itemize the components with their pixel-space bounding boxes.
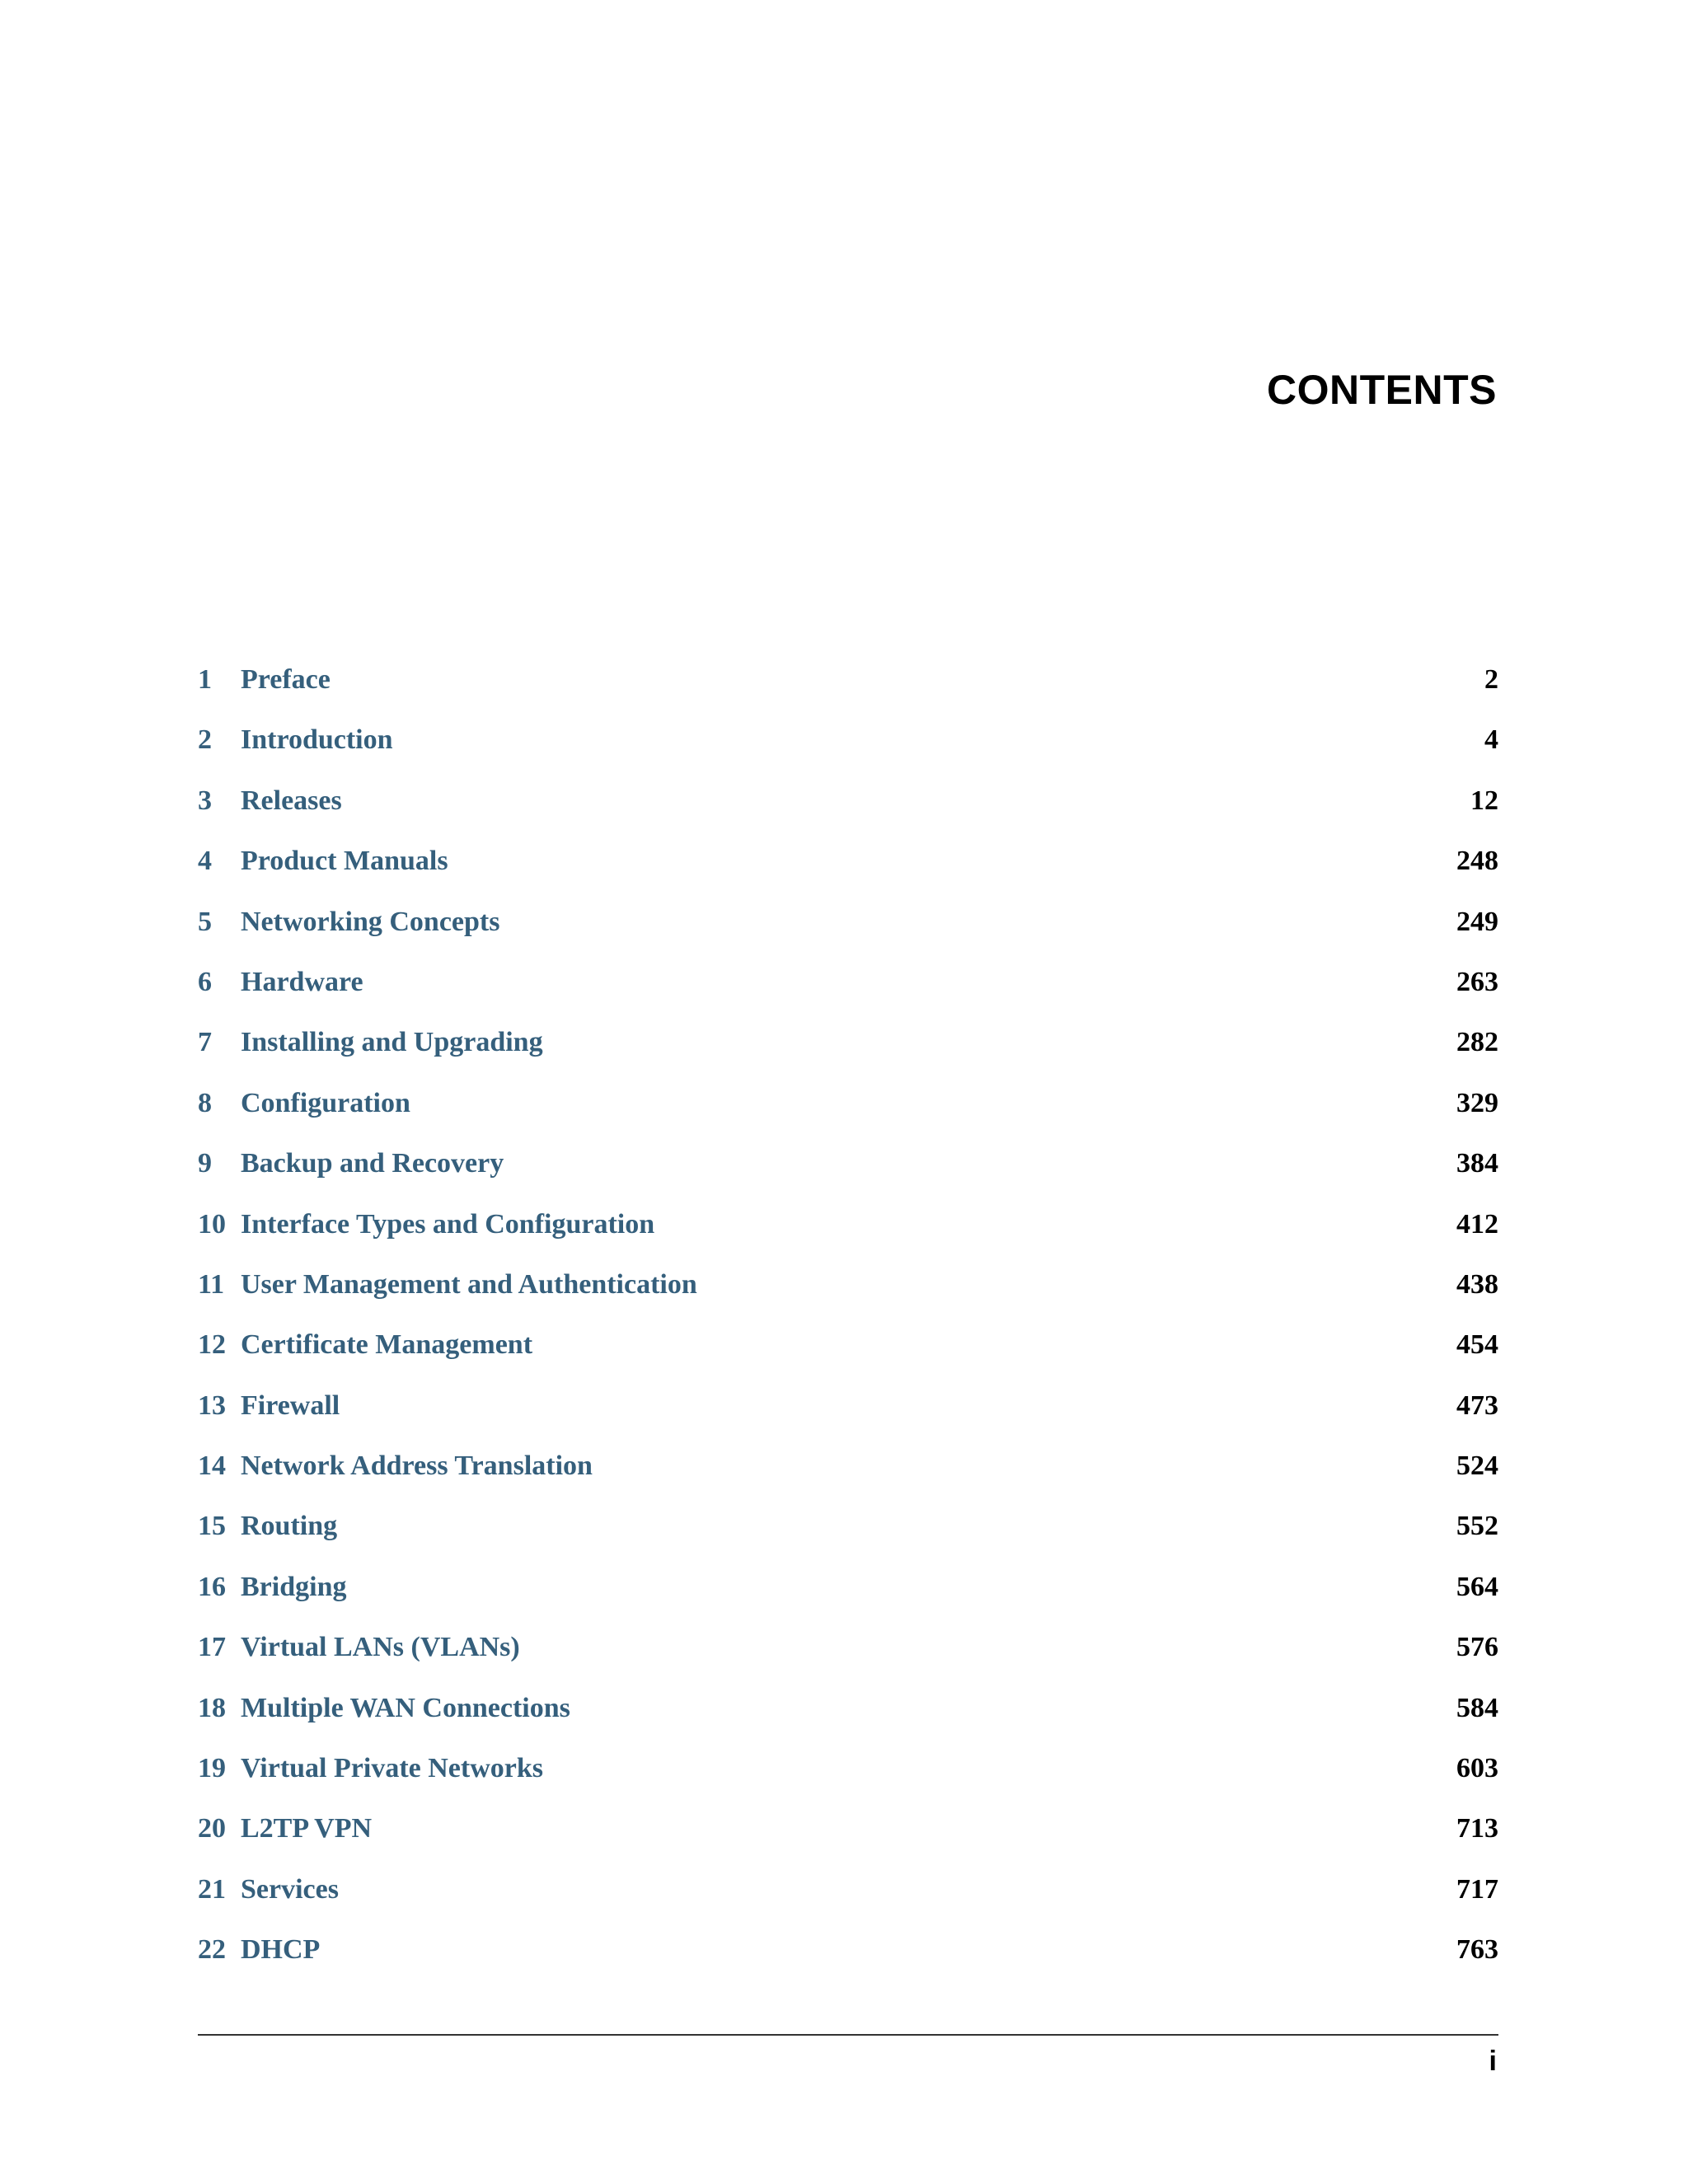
table-of-contents — [198, 666, 1498, 1997]
toc-entry-number: 11 — [198, 1268, 225, 1300]
footer-divider — [198, 2034, 1498, 2036]
toc-entry-page: 473 — [1456, 1390, 1498, 1421]
footer-page-number: i — [1489, 2046, 1497, 2077]
toc-entry-title: Virtual LANs (VLANs) — [241, 1632, 520, 1663]
toc-entry-page: 603 — [1456, 1753, 1498, 1784]
toc-entry-number: 17 — [198, 1632, 226, 1663]
toc-entry-number: 16 — [198, 1571, 226, 1602]
toc-entry-page: 12 — [1470, 785, 1498, 816]
toc-entry-title: Hardware — [241, 966, 363, 997]
toc-entry-page: 249 — [1456, 906, 1498, 937]
toc-entry-page: 717 — [1456, 1873, 1498, 1905]
toc-entry-certificate-management[interactable] — [198, 1331, 1498, 1391]
toc-entry-number: 1 — [198, 664, 212, 695]
toc-entry-title: Certificate Management — [241, 1329, 533, 1361]
toc-entry-product-manuals[interactable] — [198, 847, 1498, 907]
toc-entry-title: Preface — [241, 664, 331, 695]
toc-entry-nat[interactable] — [198, 1452, 1498, 1512]
toc-entry-page: 576 — [1456, 1632, 1498, 1663]
toc-entry-title: Routing — [241, 1511, 338, 1542]
toc-entry-number: 8 — [198, 1087, 212, 1118]
toc-entry-user-management[interactable] — [198, 1268, 1498, 1331]
toc-entry-hardware[interactable] — [198, 968, 1498, 1029]
toc-entry-page: 2 — [1484, 664, 1498, 695]
toc-entry-page: 763 — [1456, 1934, 1498, 1966]
toc-entry-number: 12 — [198, 1329, 226, 1361]
toc-entry-page: 282 — [1456, 1027, 1498, 1058]
toc-entry-number: 15 — [198, 1511, 226, 1542]
toc-entry-vpn[interactable] — [198, 1755, 1498, 1815]
toc-entry-backup-and-recovery[interactable] — [198, 1150, 1498, 1210]
toc-entry-number: 13 — [198, 1390, 226, 1421]
toc-entry-title: Interface Types and Configuration — [241, 1208, 655, 1240]
toc-entry-l2tp-vpn[interactable] — [198, 1815, 1498, 1875]
toc-entry-page: 412 — [1456, 1208, 1498, 1240]
toc-entry-services[interactable] — [198, 1873, 1498, 1936]
toc-entry-configuration[interactable] — [198, 1087, 1498, 1150]
toc-entry-title: Installing and Upgrading — [241, 1027, 543, 1058]
toc-entry-page: 454 — [1456, 1329, 1498, 1361]
toc-entry-title: Backup and Recovery — [241, 1148, 504, 1179]
toc-entry-firewall[interactable] — [198, 1392, 1498, 1452]
toc-entry-title: Multiple WAN Connections — [241, 1692, 570, 1723]
toc-entry-title: Configuration — [241, 1087, 410, 1118]
toc-entry-routing[interactable] — [198, 1512, 1498, 1572]
toc-entry-releases[interactable] — [198, 787, 1498, 847]
toc-entry-page: 4 — [1484, 724, 1498, 756]
toc-entry-number: 7 — [198, 1027, 212, 1058]
toc-entry-number: 5 — [198, 906, 212, 937]
toc-entry-number: 14 — [198, 1451, 226, 1482]
toc-entry-dhcp[interactable] — [198, 1936, 1498, 1996]
toc-entry-title: Services — [241, 1873, 339, 1905]
toc-entry-page: 384 — [1456, 1148, 1498, 1179]
toc-entry-number: 9 — [198, 1148, 212, 1179]
toc-entry-title: DHCP — [241, 1934, 321, 1966]
toc-entry-number: 6 — [198, 966, 212, 997]
page-title: CONTENTS — [1267, 367, 1497, 413]
toc-entry-page: 329 — [1456, 1087, 1498, 1118]
toc-entry-networking-concepts[interactable] — [198, 908, 1498, 968]
toc-entry-number: 10 — [198, 1208, 226, 1240]
toc-entry-title: Bridging — [241, 1571, 347, 1602]
toc-entry-title: User Management and Authentication — [241, 1268, 697, 1300]
toc-entry-multiple-wan[interactable] — [198, 1694, 1498, 1755]
toc-entry-page: 438 — [1456, 1268, 1498, 1300]
toc-entry-title: Introduction — [241, 724, 393, 756]
toc-entry-page: 713 — [1456, 1813, 1498, 1844]
toc-entry-title: Releases — [241, 785, 342, 816]
toc-entry-number: 18 — [198, 1692, 226, 1723]
toc-entry-introduction[interactable] — [198, 726, 1498, 786]
toc-entry-title: Virtual Private Networks — [241, 1753, 543, 1784]
toc-entry-preface[interactable] — [198, 666, 1498, 726]
toc-entry-title: Networking Concepts — [241, 906, 500, 937]
toc-entry-vlans[interactable] — [198, 1633, 1498, 1694]
toc-entry-title: Product Manuals — [241, 846, 448, 877]
toc-entry-interface-types[interactable] — [198, 1208, 1498, 1271]
toc-entry-page: 263 — [1456, 966, 1498, 997]
toc-entry-number: 22 — [198, 1934, 226, 1966]
toc-entry-number: 4 — [198, 846, 212, 877]
toc-entry-page: 524 — [1456, 1451, 1498, 1482]
toc-entry-page: 552 — [1456, 1511, 1498, 1542]
toc-entry-page: 564 — [1456, 1571, 1498, 1602]
toc-entry-title: L2TP VPN — [241, 1813, 373, 1844]
toc-entry-number: 20 — [198, 1813, 226, 1844]
toc-entry-installing-and-upgrading[interactable] — [198, 1029, 1498, 1089]
toc-entry-number: 3 — [198, 785, 212, 816]
toc-entry-page: 584 — [1456, 1692, 1498, 1723]
toc-entry-title: Network Address Translation — [241, 1451, 593, 1482]
toc-entry-number: 19 — [198, 1753, 226, 1784]
toc-entry-bridging[interactable] — [198, 1573, 1498, 1633]
toc-entry-page: 248 — [1456, 846, 1498, 877]
toc-entry-number: 21 — [198, 1873, 226, 1905]
toc-entry-title: Firewall — [241, 1390, 340, 1421]
toc-entry-number: 2 — [198, 724, 212, 756]
